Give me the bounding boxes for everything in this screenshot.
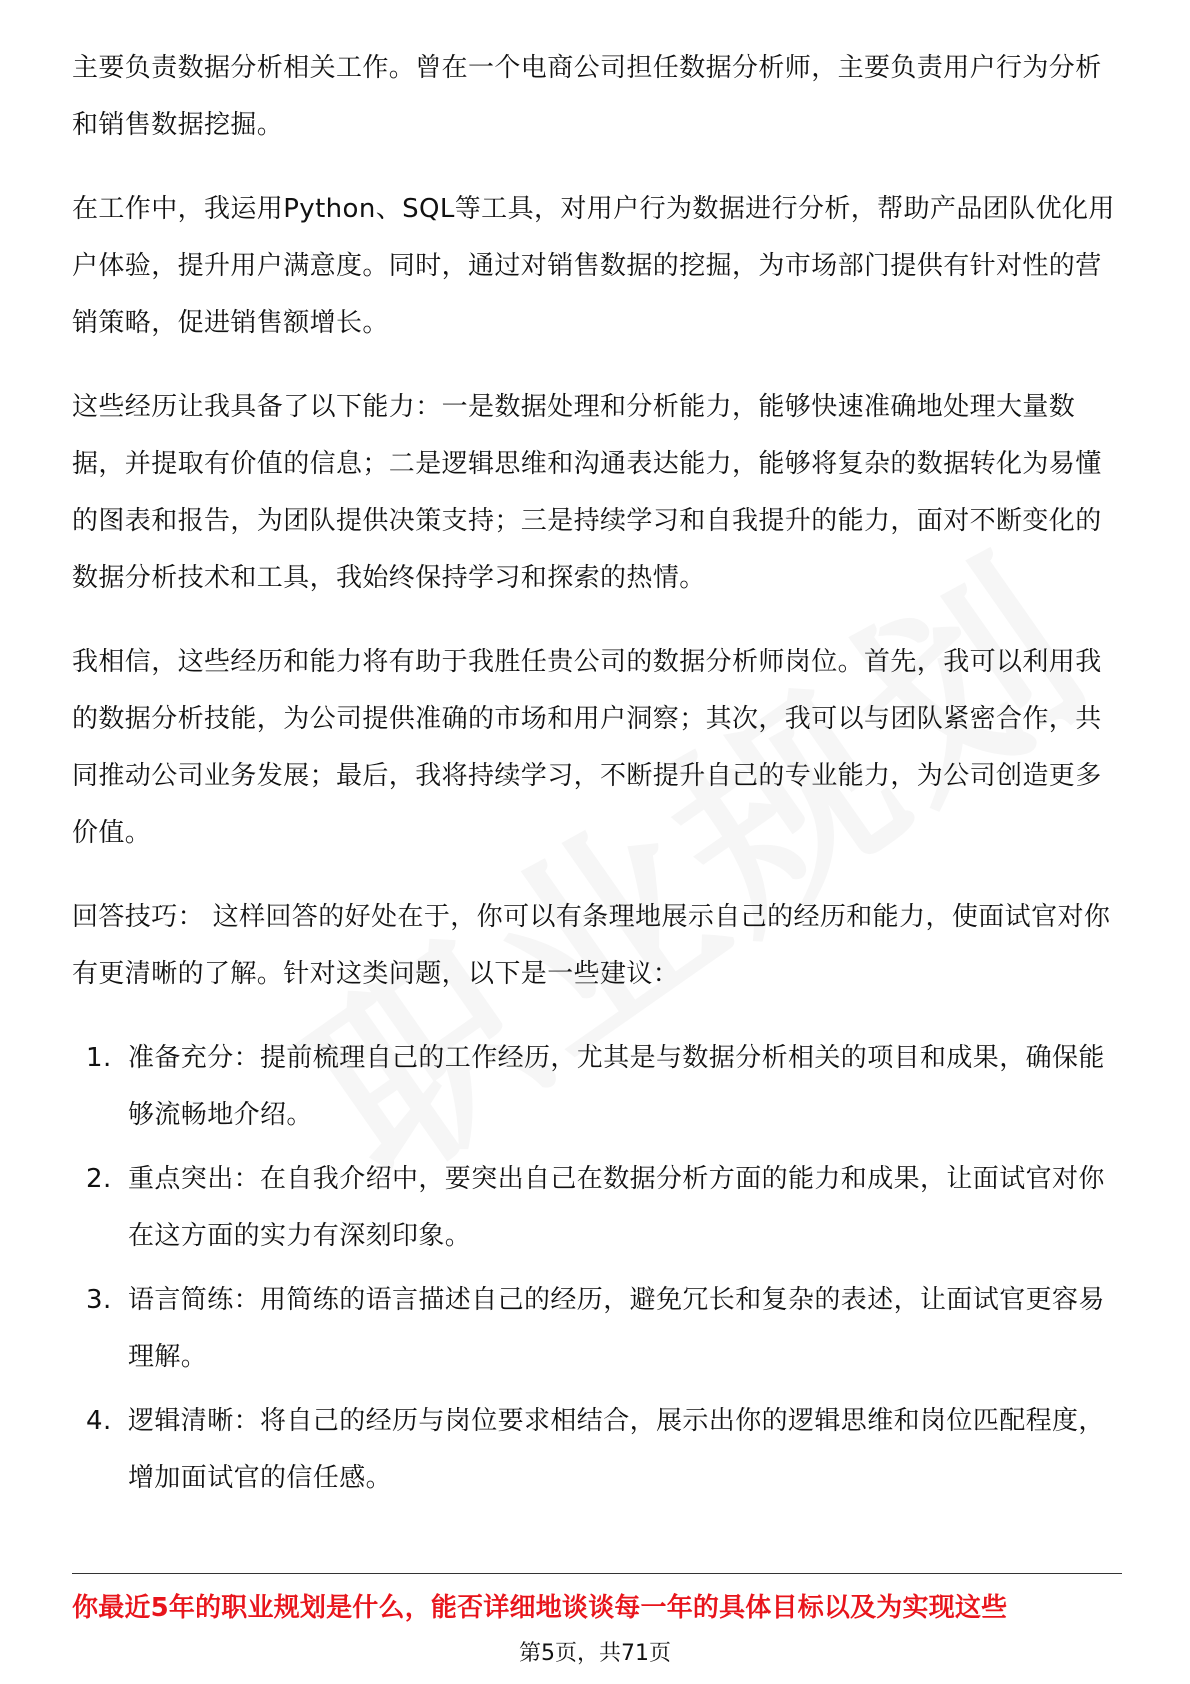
paragraph-answer-tips: 回答技巧： 这样回答的好处在于，你可以有条理地展示自己的经历和能力，使面试官对你有更清晰的了解。针对这类问题，以下是一些建议： bbox=[72, 902, 1111, 989]
list-item bbox=[72, 1272, 1122, 1386]
list-number: 2. bbox=[86, 1164, 112, 1194]
list-text: 语言简练：用简练的语言描述自己的经历，避免冗长和复杂的表述，让面试官更容易理解。 bbox=[128, 1285, 1105, 1372]
list-text: 逻辑清晰：将自己的经历与岗位要求相结合，展示出你的逻辑思维和岗位匹配程度，增加面试官的信任感。 bbox=[128, 1406, 1105, 1493]
list-number: 1. bbox=[86, 1043, 112, 1073]
page-content bbox=[72, 40, 1122, 1514]
footer-divider bbox=[72, 1573, 1122, 1574]
list-text: 重点突出：在自我介绍中，要突出自己在数据分析方面的能力和成果，让面试官对你在这方面的实力有深刻印象。 bbox=[128, 1164, 1105, 1251]
paragraph-abilities: 这些经历让我具备了以下能力：一是数据处理和分析能力，能够快速准确地处理大量数据，并提取有价值的信息；二是逻辑思维和沟通表达能力，能够将复杂的数据转化为易懂的图表和报告，为团队提供决策支持；三是持续学习和自我提升的能力，面对不断变化的数据分析技术和工具，我始终保持学习和探索的热情。 bbox=[72, 392, 1102, 593]
list-item bbox=[72, 1030, 1122, 1144]
tips-list bbox=[72, 1030, 1122, 1507]
list-item bbox=[72, 1151, 1122, 1265]
page-number: 第5页，共71页 bbox=[519, 1641, 671, 1666]
list-number: 4. bbox=[86, 1406, 112, 1436]
list-text: 准备充分：提前梳理自己的工作经历，尤其是与数据分析相关的项目和成果，确保能够流畅地介绍。 bbox=[128, 1043, 1105, 1130]
paragraph-work-details: 在工作中，我运用Python、SQL等工具，对用户行为数据进行分析，帮助产品团队优化用户体验，提升用户满意度。同时，通过对销售数据的挖掘，为市场部门提供有针对性的营销策略，促进销售额增长。 bbox=[72, 194, 1115, 338]
paragraph-experience-intro: 主要负责数据分析相关工作。曾在一个电商公司担任数据分析师，主要负责用户行为分析和销售数据挖掘。 bbox=[72, 53, 1102, 140]
list-item bbox=[72, 1393, 1122, 1507]
paragraph-fit: 我相信，这些经历和能力将有助于我胜任贵公司的数据分析师岗位。首先，我可以利用我的数据分析技能，为公司提供准确的市场和用户洞察；其次，我可以与团队紧密合作，共同推动公司业务发展；最后，我将持续学习，不断提升自己的专业能力，为公司创造更多价值。 bbox=[72, 647, 1102, 848]
list-number: 3. bbox=[86, 1285, 112, 1315]
next-question-heading: 你最近5年的职业规划是什么，能否详细地谈谈每一年的具体目标以及为实现这些 bbox=[72, 1593, 1008, 1623]
